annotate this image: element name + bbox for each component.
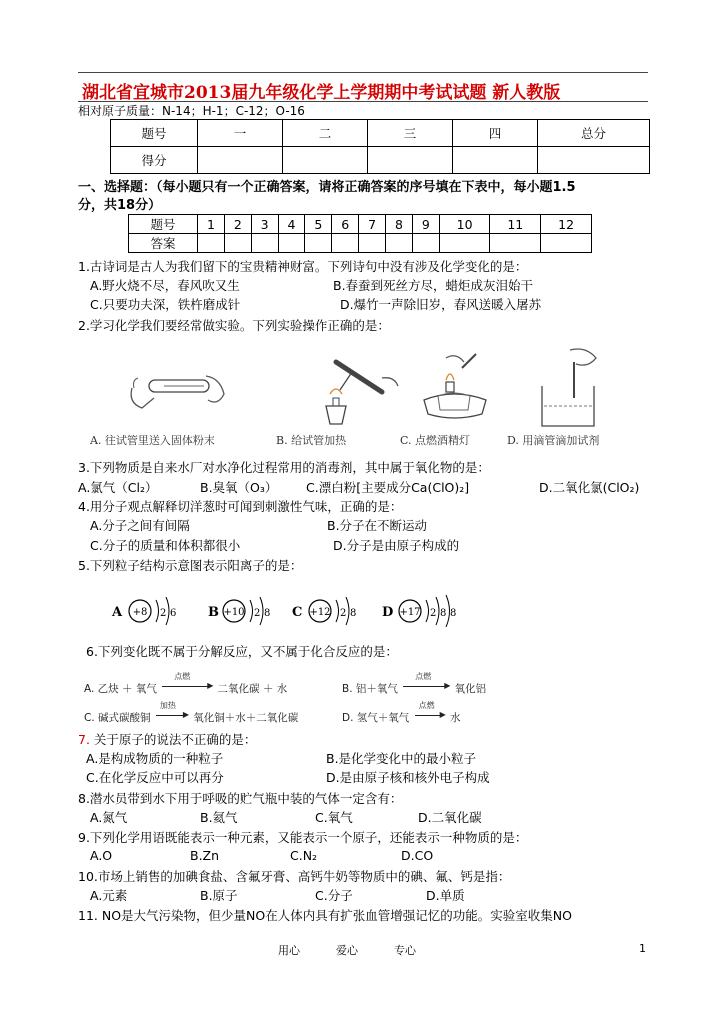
particle-label: A [112, 605, 123, 620]
particle-nucleus: +10 [223, 607, 245, 618]
particle-b-diagram [208, 597, 270, 625]
score-header: 总分 [538, 120, 650, 147]
question-1-option-b: B.春蚕到死丝方尽，蜡炬成灰泪始干 [333, 278, 534, 293]
answer-cell[interactable] [198, 234, 225, 253]
score-row-label: 得分 [111, 147, 198, 174]
question-7-number: 7. [78, 732, 90, 747]
question-4-option-c: C.分子的质量和体积都很小 [90, 538, 241, 553]
score-header: 二 [283, 120, 368, 147]
question-6-option-c: C. 碱式碳酸铜 加热 ▶ 氧化铜＋水＋二氧化碳 [84, 701, 299, 724]
score-cell[interactable] [368, 147, 453, 174]
particle-shell: 2 [340, 608, 347, 619]
question-2-option-b: B. 给试管加热 [276, 434, 347, 447]
question-number: 12 [541, 215, 592, 234]
question-8-option-c: C.氧气 [315, 810, 353, 825]
answer-row-label: 答案 [129, 234, 198, 253]
answer-cell[interactable] [332, 234, 359, 253]
products: 氧化铜＋水＋二氧化碳 [193, 712, 299, 724]
answer-cell[interactable] [386, 234, 413, 253]
question-1-stem: 1.古诗词是古人为我们留下的宝贵精神财富。下列诗句中没有涉及化学变化的是： [78, 259, 528, 274]
question-number: 11 [490, 215, 541, 234]
test-tube-powder-figure [124, 358, 234, 423]
question-number: 8 [386, 215, 413, 234]
particle-label: B [208, 605, 219, 620]
reaction-arrow [403, 686, 447, 687]
question-number: 3 [251, 215, 278, 234]
answer-cell[interactable] [278, 234, 305, 253]
question-number: 5 [305, 215, 332, 234]
page-title: 湖北省宜城市2013届九年级化学上学期期中考试试题 新人教版 [82, 83, 561, 103]
products: 水 [449, 712, 461, 724]
question-9-stem: 9.下列化学用语既能表示一种元素，又能表示一个原子，还能表示一种物质的是： [78, 830, 528, 845]
particle-diagrams [110, 592, 470, 628]
score-cell[interactable] [453, 147, 538, 174]
question-7-option-d: D.是由原子核和核外电子构成 [326, 770, 490, 785]
lamp-lighting-figure [416, 344, 494, 430]
question-4-option-d: D.分子是由原子构成的 [333, 538, 460, 553]
particle-nucleus: +8 [132, 607, 148, 618]
question-number: 1 [198, 215, 225, 234]
particle-label: D [382, 605, 394, 620]
question-8-option-a: A.氮气 [90, 810, 128, 825]
question-7-option-b: B.是化学变化中的最小粒子 [326, 751, 477, 766]
footer-motto: 专心 [394, 944, 416, 957]
particle-nucleus: +12 [309, 607, 331, 618]
question-1-option-c: C.只要功夫深，铁杵磨成针 [90, 297, 241, 312]
question-11-stem: 11. NO是大气污染物，但少量NO在人体内具有扩张血管增强记忆的功能。实验室收集NO [78, 908, 572, 923]
particle-a-diagram [111, 597, 176, 625]
question-8-option-b: B.氦气 [200, 810, 238, 825]
particle-c-diagram [292, 597, 356, 625]
section-heading-cont: 分，共18分） [78, 198, 162, 213]
score-header: 一 [198, 120, 283, 147]
reaction-condition: 点燃 [415, 672, 432, 681]
particle-shell: 2 [254, 608, 261, 619]
answer-cell[interactable] [305, 234, 332, 253]
question-number: 9 [412, 215, 439, 234]
answer-cell[interactable] [224, 234, 251, 253]
particle-shell: 8 [440, 608, 447, 619]
question-1-option-a: A.野火烧不尽，春风吹又生 [90, 278, 240, 293]
question-6-stem: 6.下列变化既不属于分解反应，又不属于化合反应的是： [86, 644, 398, 659]
question-1-option-d: D.爆竹一声除旧岁，春风送暖入屠苏 [340, 297, 542, 312]
question-3-stem: 3.下列物质是自来水厂对水净化过程常用的消毒剂，其中属于氧化物的是： [78, 460, 490, 475]
question-9-option-c: C.N₂ [290, 848, 318, 863]
reactants: A. 乙炔 ＋ 氧气 [84, 683, 157, 695]
question-3-option-c: C.漂白粉[主要成分Ca(ClO)₂] [306, 480, 470, 495]
reaction-condition: 点燃 [174, 672, 191, 681]
answer-cell[interactable] [251, 234, 278, 253]
question-4-stem: 4.用分子观点解释切洋葱时可闻到刺激性气味，正确的是： [78, 499, 403, 514]
question-9-option-a: A.O [90, 848, 113, 863]
particle-nucleus: +17 [399, 607, 421, 618]
reaction-arrow [415, 715, 443, 716]
answer-cell[interactable] [541, 234, 592, 253]
question-9-option-b: B.Zn [190, 848, 220, 863]
reaction-condition: 点燃 [418, 701, 435, 710]
answer-cell[interactable] [412, 234, 439, 253]
score-cell[interactable] [538, 147, 650, 174]
products: 二氧化碳 ＋ 水 [217, 683, 288, 695]
answer-cell[interactable] [359, 234, 386, 253]
question-10-stem: 10.市场上销售的加碘食盐、含氟牙膏、高钙牛奶等物质中的碘、氟、钙是指： [78, 869, 511, 884]
question-3-option-b: B.臭氧（O₃） [200, 480, 278, 495]
particle-shell: 2 [160, 608, 167, 619]
question-8-stem: 8.潜水员带到水下用于呼吸的贮气瓶中装的气体一定含有： [78, 791, 403, 806]
footer-motto: 爱心 [336, 944, 358, 957]
answer-cell[interactable] [439, 234, 490, 253]
question-10-option-b: B.原子 [200, 888, 238, 903]
reaction-arrow [162, 686, 210, 687]
particle-shell: 8 [264, 608, 271, 619]
score-header: 三 [368, 120, 453, 147]
atomic-masses: 相对原子质量：N-14；H-1；C-12；O-16 [78, 104, 305, 118]
question-6-option-b: B. 铝＋氧气 点燃 ▶ 氧化铝 [342, 672, 487, 695]
question-10-option-d: D.单质 [426, 888, 465, 903]
particle-label: C [292, 605, 303, 620]
answer-table [128, 214, 592, 253]
question-number: 7 [359, 215, 386, 234]
score-cell[interactable] [198, 147, 283, 174]
particle-d-diagram [382, 595, 456, 627]
question-4-option-b: B.分子在不断运动 [327, 518, 428, 533]
footer-motto: 用心 [278, 944, 300, 957]
particle-shell: 8 [350, 608, 357, 619]
question-10-option-a: A.元素 [90, 888, 128, 903]
question-number: 10 [439, 215, 490, 234]
products: 氧化铝 [454, 683, 487, 695]
score-header: 题号 [111, 120, 198, 147]
reaction-condition: 加热 [159, 701, 176, 710]
question-3-option-d: D.二氧化氯(ClO₂) [539, 480, 640, 495]
question-6-option-d: D. 氢气＋氧气 点燃 ▶ 水 [342, 701, 461, 724]
question-5-stem: 5.下列粒子结构示意图表示阳离子的是： [78, 558, 303, 573]
question-7-option-a: A.是构成物质的一种粒子 [86, 751, 224, 766]
question-2-option-d: D. 用滴管滴加试剂 [507, 434, 600, 447]
particle-shell: 6 [170, 608, 177, 619]
question-3-option-a: A.氯气（Cl₂） [78, 480, 158, 495]
section-heading: 一、选择题：（每小题只有一个正确答案，请将正确答案的序号填在下表中，每小题1.5 [78, 180, 576, 195]
question-7-stem [78, 730, 256, 748]
answer-row-label: 题号 [129, 215, 198, 234]
question-2-option-c: C. 点燃酒精灯 [400, 434, 471, 447]
question-6-option-a: A. 乙炔 ＋ 氧气 点燃 ▶ 二氧化碳 ＋ 水 [84, 672, 288, 695]
question-9-option-d: D.CO [401, 848, 434, 863]
reactants: B. 铝＋氧气 [342, 683, 398, 695]
reaction-arrow [156, 715, 186, 716]
reactants: D. 氢气＋氧气 [342, 712, 410, 724]
question-2-option-a: A. 往试管里送入固体粉末 [90, 434, 215, 447]
dropper-figure [530, 340, 610, 430]
test-tube-heating-figure [312, 348, 402, 428]
page-number: 1 [639, 942, 646, 955]
answer-cell[interactable] [490, 234, 541, 253]
question-number: 6 [332, 215, 359, 234]
question-8-option-d: D.二氧化碳 [418, 810, 482, 825]
score-cell[interactable] [283, 147, 368, 174]
score-header: 四 [453, 120, 538, 147]
question-number: 2 [224, 215, 251, 234]
particle-shell: 8 [450, 608, 457, 619]
top-rule [78, 72, 648, 73]
particle-shell: 2 [430, 608, 437, 619]
question-2-stem: 2.学习化学我们要经常做实验。下列实验操作正确的是： [78, 318, 390, 333]
question-4-option-a: A.分子之间有间隔 [90, 518, 190, 533]
question-number: 4 [278, 215, 305, 234]
reactants: C. 碱式碳酸铜 [84, 712, 151, 724]
question-7-text: 关于原子的说法不正确的是： [93, 732, 257, 747]
question-7-option-c: C.在化学反应中可以再分 [86, 770, 224, 785]
question-10-option-c: C.分子 [315, 888, 353, 903]
score-table [110, 119, 650, 174]
